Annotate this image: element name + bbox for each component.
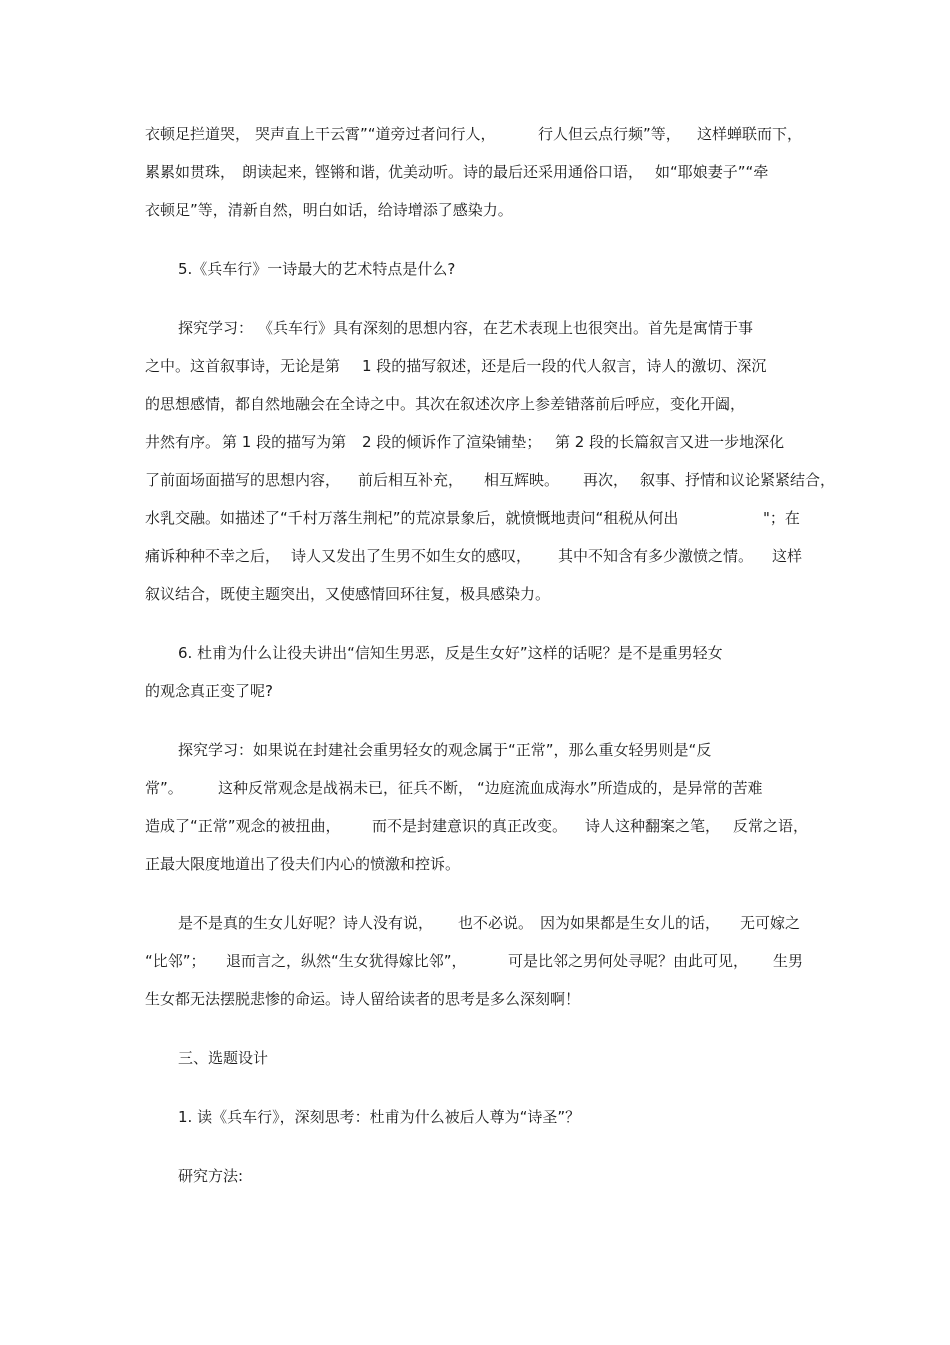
method-label xyxy=(0,1164,950,1188)
text-segment: 前后相互补充， xyxy=(358,471,464,489)
text-segment: “比邻”； xyxy=(145,952,206,970)
text-segment: 第 2 段的长篇叙言又进一步地深化 xyxy=(555,433,785,451)
paragraph-line xyxy=(0,506,950,530)
text-segment: “边庭流血成海水”所造成的，是异常的苦难 xyxy=(477,779,763,797)
paragraph-line xyxy=(0,987,950,1011)
text-segment: 累累如贯珠， xyxy=(145,163,236,181)
text-segment: 是不是真的生女儿好呢？诗人没有说， xyxy=(178,914,434,932)
text-segment: 研究方法: xyxy=(178,1167,244,1185)
paragraph-line xyxy=(0,354,950,378)
text-segment: 探究学习： xyxy=(178,319,254,337)
text-segment: 这样 xyxy=(772,547,803,565)
text-segment: 衣顿足拦道哭， xyxy=(145,125,251,143)
paragraph-line xyxy=(0,430,950,454)
text-segment: 因为如果都是生女儿的话， xyxy=(540,914,721,932)
question-heading xyxy=(0,257,950,281)
paragraph-line xyxy=(0,582,950,606)
paragraph-line xyxy=(0,911,950,935)
text-segment: 1. 读《兵车行》，深刻思考：杜甫为什么被后人尊为“诗圣”？ xyxy=(178,1108,581,1126)
paragraph-line xyxy=(0,738,950,762)
paragraph-line xyxy=(0,852,950,876)
text-segment: 第 1 段的描写为第 xyxy=(222,433,347,451)
paragraph-line xyxy=(0,316,950,340)
text-segment: 可是比邻之男何处寻呢？由此可见， xyxy=(508,952,749,970)
text-segment: 反常之语， xyxy=(733,817,809,835)
text-segment: 衣顿足”等，清新自然，明白如话，给诗增添了感染力。 xyxy=(145,201,513,219)
text-segment: 《兵车行》具有深刻的思想内容，在艺术表现上也很突出。首先是寓情于事 xyxy=(258,319,754,337)
text-segment: 的观念真正变了呢? xyxy=(145,682,273,700)
text-segment: 这种反常观念是战祸未已，征兵不断， xyxy=(218,779,474,797)
text-segment: 痛诉种种不幸之后， xyxy=(145,547,281,565)
text-segment: 水乳交融。如描述了“千村万落生荆杞”的荒凉景象后，就愤慨地责问“租税从何出 xyxy=(145,509,679,527)
paragraph-line xyxy=(0,776,950,800)
topic-heading xyxy=(0,1105,950,1129)
question-heading xyxy=(0,679,950,703)
text-segment: "；在 xyxy=(763,509,800,527)
paragraph-line xyxy=(0,544,950,568)
text-segment: 5.《兵车行》一诗最大的艺术特点是什么? xyxy=(178,260,456,278)
text-segment: 常”。 xyxy=(145,779,183,797)
text-segment: 再次， xyxy=(583,471,629,489)
text-segment: 的思想感情，都自然地融会在全诗之中。其次在叙述次序上参差错落前后呼应，变化开阖， xyxy=(145,395,746,413)
paragraph-line xyxy=(0,122,950,146)
text-segment: 而不是封建意识的真正改变。 xyxy=(372,817,568,835)
text-segment: 2 段的倾诉作了渲染铺垫； xyxy=(362,433,542,451)
text-segment: 哭声直上干云霄”“道旁过者问行人， xyxy=(255,125,496,143)
text-segment: 三、选题设计 xyxy=(178,1049,269,1067)
text-segment: 探究学习：如果说在封建社会重男轻女的观念属于“正常”，那么重女轻男则是“反 xyxy=(178,741,712,759)
question-heading xyxy=(0,641,950,665)
text-segment: 造成了“正常”观念的被扭曲， xyxy=(145,817,341,835)
text-segment: 铿锵和谐， xyxy=(315,163,391,181)
text-segment: 诗人又发出了生男不如生女的感叹， xyxy=(291,547,532,565)
text-segment: 如“耶娘妻子”“牵 xyxy=(655,163,769,181)
text-segment: 行人但云点行频”等， xyxy=(538,125,681,143)
text-segment: 1 段的描写叙述，还是后一段的代人叙言，诗人的激切、深沉 xyxy=(362,357,767,375)
text-segment: 相互辉映。 xyxy=(484,471,560,489)
text-segment: 正最大限度地道出了役夫们内心的愤激和控诉。 xyxy=(145,855,461,873)
text-segment: 叙议结合，既使主题突出，又使感情回环往复，极具感染力。 xyxy=(145,585,551,603)
paragraph-line xyxy=(0,160,950,184)
paragraph-line xyxy=(0,198,950,222)
paragraph-line xyxy=(0,468,950,492)
paragraph-line xyxy=(0,392,950,416)
paragraph-line xyxy=(0,949,950,973)
text-segment: 6. 杜甫为什么让役夫讲出“信知生男恶，反是生女好”这样的话呢？是不是重男轻女 xyxy=(178,644,723,662)
text-segment: 优美动听。诗的最后还采用通俗口语， xyxy=(388,163,644,181)
section-heading xyxy=(0,1046,950,1070)
paragraph-line xyxy=(0,814,950,838)
text-segment: 诗人这种翻案之笔， xyxy=(585,817,721,835)
text-segment: 生女都无法摆脱悲惨的命运。诗人留给读者的思考是多么深刻啊！ xyxy=(145,990,581,1008)
text-segment: 了前面场面描写的思想内容， xyxy=(145,471,341,489)
text-segment: 这样蝉联而下， xyxy=(697,125,803,143)
text-segment: 之中。这首叙事诗，无论是第 xyxy=(145,357,341,375)
text-segment: 叙事、抒情和议论紧紧结合， xyxy=(640,471,836,489)
text-segment: 无可嫁之 xyxy=(740,914,801,932)
text-segment: 井然有序。 xyxy=(145,433,221,451)
text-segment: 生男 xyxy=(773,952,804,970)
text-segment: 朗读起来， xyxy=(242,163,318,181)
text-segment: 退而言之，纵然“生女犹得嫁比邻”， xyxy=(226,952,467,970)
text-segment: 其中不知含有多少激愤之情。 xyxy=(558,547,754,565)
text-segment: 也不必说。 xyxy=(458,914,534,932)
